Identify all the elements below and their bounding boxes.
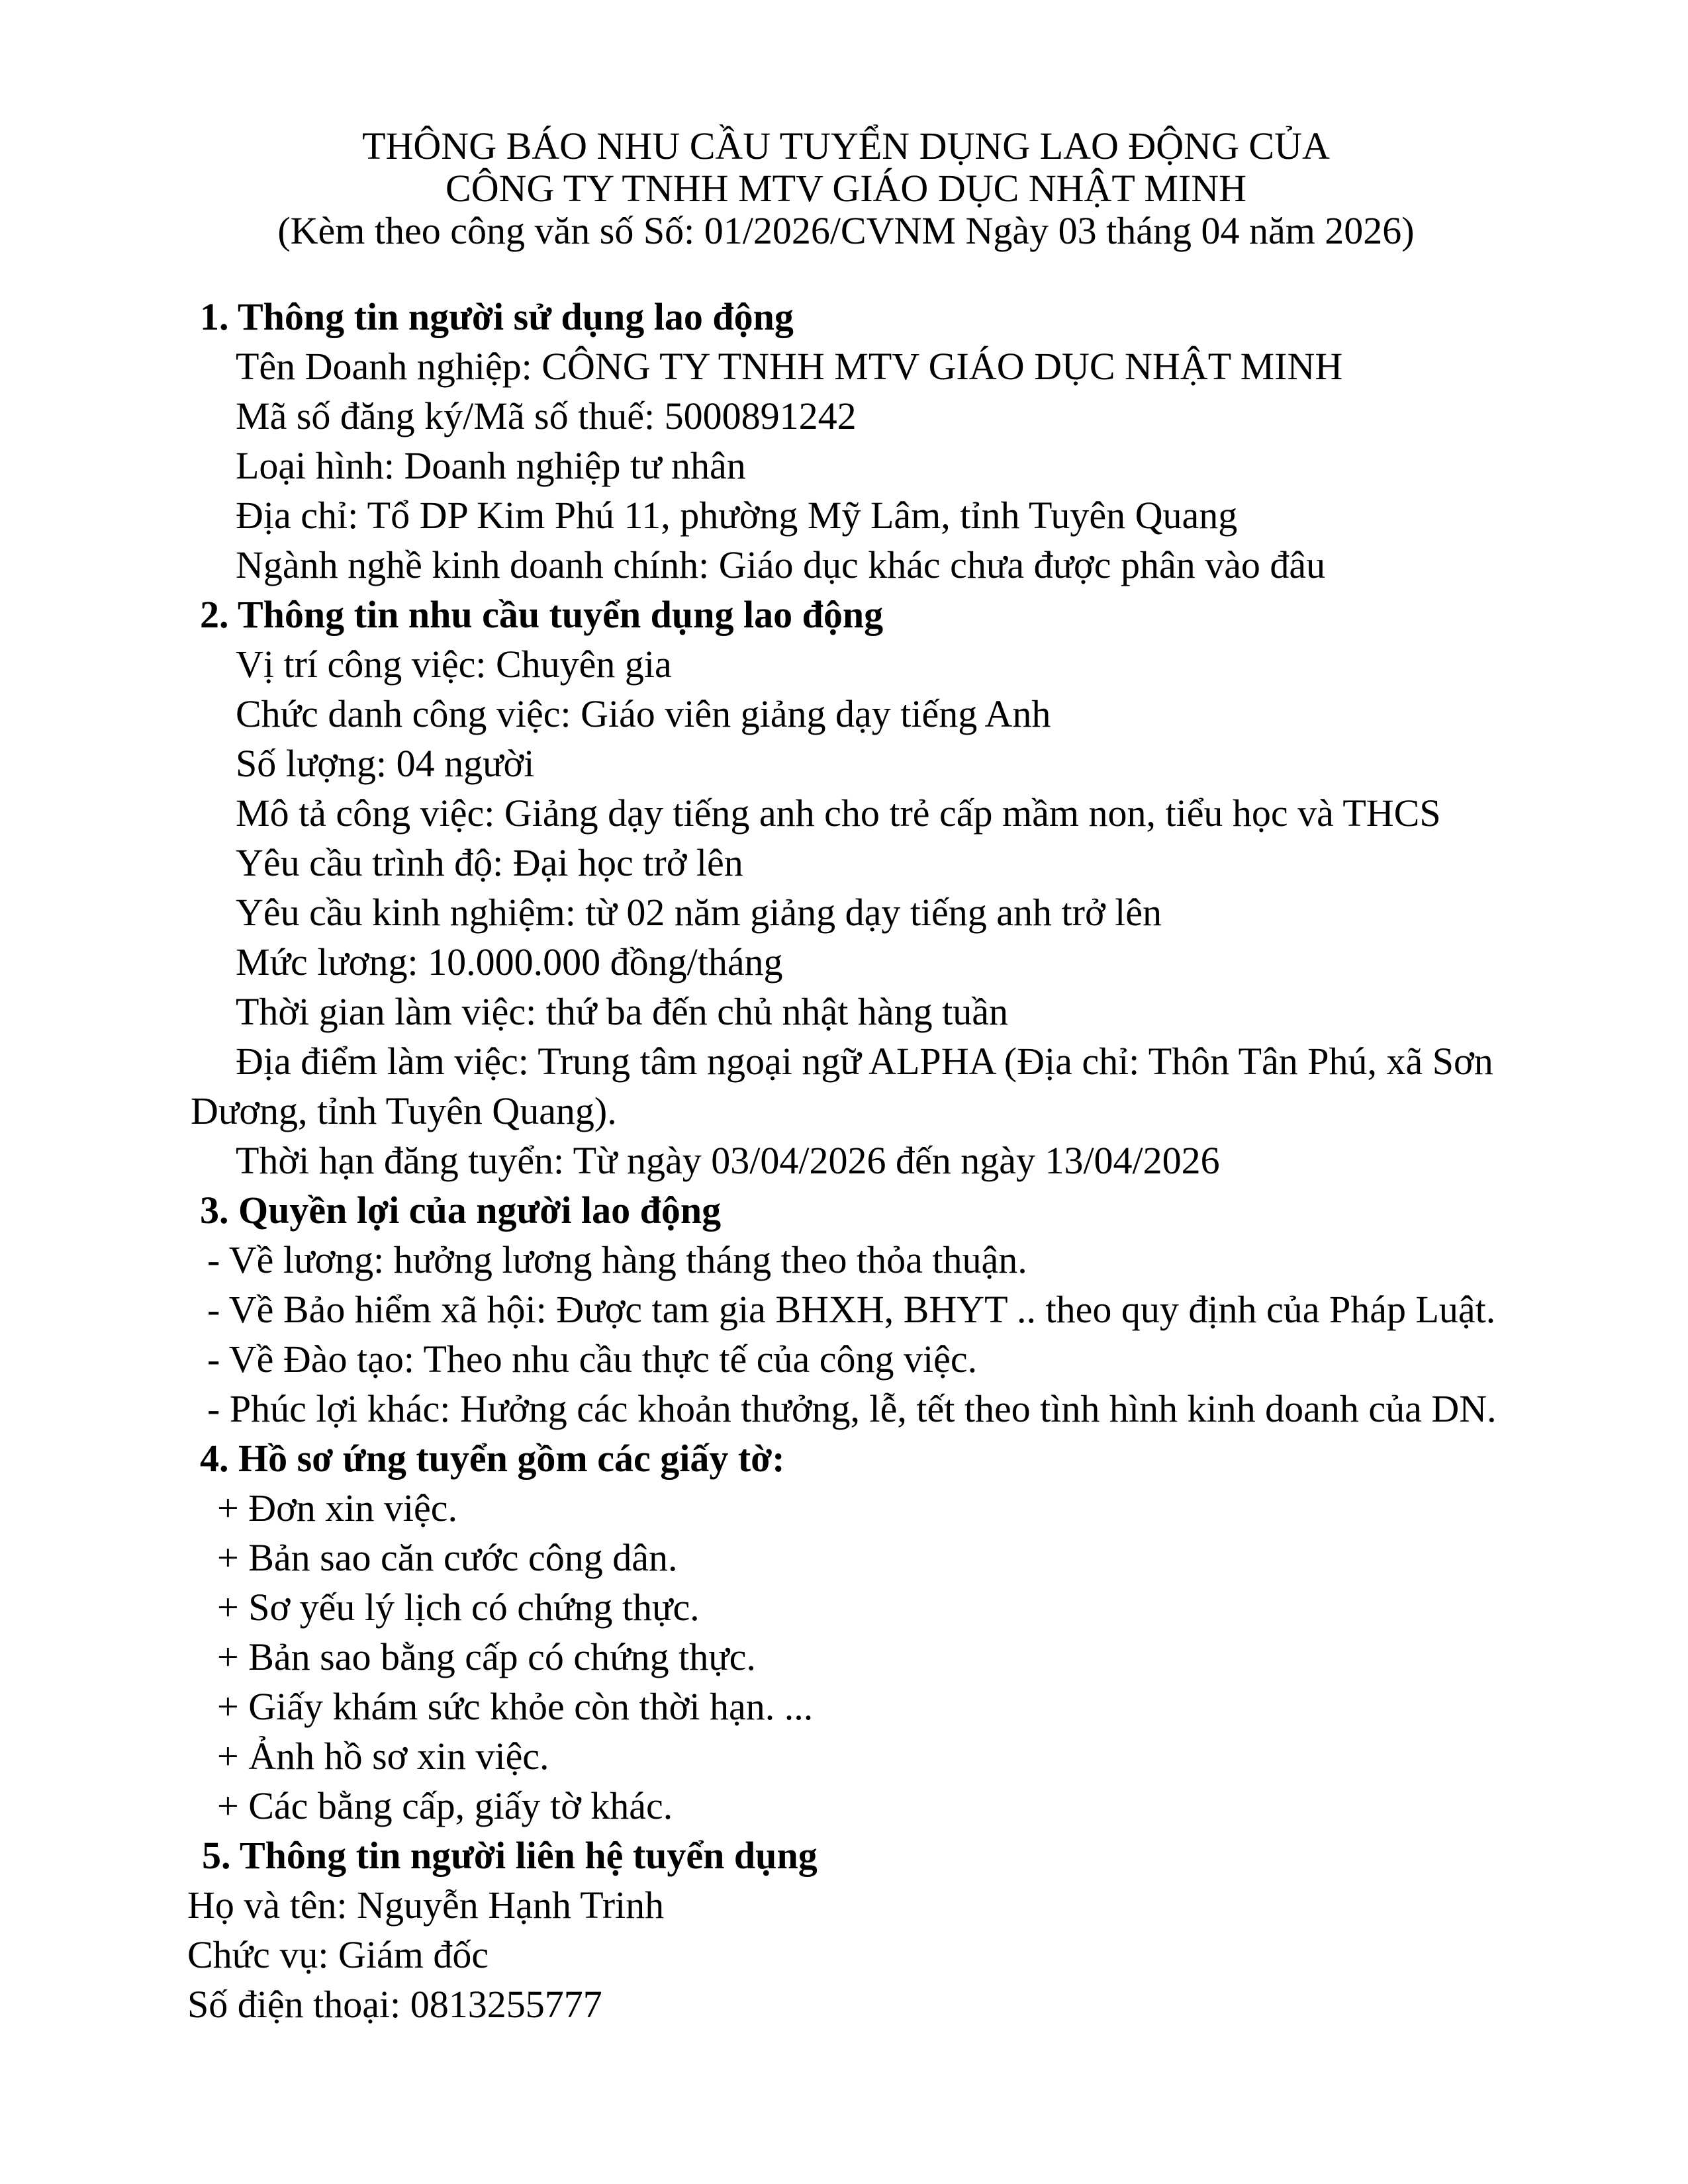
section5-heading: 5. Thông tin người liên hệ tuyển dụng (202, 1834, 818, 1877)
section2-line-position: Vị trí công việc: Chuyên gia (236, 643, 672, 686)
section4-item-degree-copy: + Bản sao bằng cấp có chứng thực. (217, 1635, 756, 1678)
section2-line-work-location: Địa điểm làm việc: Trung tâm ngoại ngữ ALPHA (Địa chỉ: Thôn Tân Phú, xã Sơn (236, 1040, 1493, 1083)
section1-line-tax-code: Mã số đăng ký/Mã số thuế: 5000891242 (236, 394, 857, 437)
section5-line-contact-name: Họ và tên: Nguyễn Hạnh Trinh (187, 1884, 665, 1927)
section3-item-other-benefit: - Phúc lợi khác: Hưởng các khoản thưởng, lễ, tết theo tình hình kinh doanh của DN. (207, 1387, 1497, 1430)
section4-heading: 4. Hồ sơ ứng tuyển gồm các giấy tờ: (200, 1437, 785, 1480)
section2-line-work-location-wrap: Dương, tỉnh Tuyên Quang). (191, 1089, 617, 1132)
section5-line-contact-title: Chức vụ: Giám đốc (187, 1933, 489, 1976)
section4-item-application-letter: + Đơn xin việc. (217, 1486, 457, 1529)
section1-line-address: Địa chỉ: Tổ DP Kim Phú 11, phường Mỹ Lâm, tỉnh Tuyên Quang (236, 494, 1238, 537)
section2-line-job-description: Mô tả công việc: Giảng dạy tiếng anh cho trẻ cấp mầm non, tiểu học và THCS (236, 792, 1441, 835)
document-header (187, 125, 1505, 252)
section3-heading: 3. Quyền lợi của người lao động (200, 1189, 722, 1232)
section2-line-job-title: Chức danh công việc: Giáo viên giảng dạy tiếng Anh (236, 692, 1051, 735)
section2-line-salary: Mức lương: 10.000.000 đồng/tháng (236, 940, 783, 983)
section4-item-photo: + Ảnh hồ sơ xin việc. (217, 1735, 549, 1778)
section4-item-id-copy: + Bản sao căn cước công dân. (217, 1536, 678, 1579)
document-title-line1: THÔNG BÁO NHU CẦU TUYỂN DỤNG LAO ĐỘNG CỦA (362, 124, 1330, 167)
section3-item-training-benefit: - Về Đào tạo: Theo nhu cầu thực tế của công việc. (207, 1338, 978, 1381)
section1-line-business-type: Loại hình: Doanh nghiệp tư nhân (236, 444, 746, 487)
section2-line-working-time: Thời gian làm việc: thứ ba đến chủ nhật hàng tuần (236, 990, 1008, 1033)
section2-heading: 2. Thông tin nhu cầu tuyển dụng lao động (200, 593, 884, 636)
section1-line-company-name: Tên Doanh nghiệp: CÔNG TY TNHH MTV GIÁO DỤC NHẬT MINH (236, 345, 1343, 388)
section2-line-posting-period: Thời hạn đăng tuyển: Từ ngày 03/04/2026 đến ngày 13/04/2026 (236, 1139, 1220, 1182)
section1-heading: 1. Thông tin người sử dụng lao động (200, 295, 794, 338)
section2-line-quantity: Số lượng: 04 người (236, 742, 535, 785)
section2-line-education-requirement: Yêu cầu trình độ: Đại học trở lên (236, 841, 743, 884)
section5-line-contact-phone: Số điện thoại: 0813255777 (187, 1983, 602, 2026)
section1-line-industry: Ngành nghề kinh doanh chính: Giáo dục khác chưa được phân vào đâu (236, 543, 1326, 586)
section4-item-resume: + Sơ yếu lý lịch có chứng thực. (217, 1586, 700, 1629)
document-title-line2: CÔNG TY TNHH MTV GIÁO DỤC NHẬT MINH (445, 167, 1246, 210)
section4-item-other-documents: + Các bằng cấp, giấy tờ khác. (217, 1784, 673, 1827)
document-subtitle: (Kèm theo công văn số Số: 01/2026/CVNM Ngày 03 tháng 04 năm 2026) (277, 209, 1415, 252)
section3-item-salary-benefit: - Về lương: hưởng lương hàng tháng theo thỏa thuận. (207, 1238, 1027, 1281)
section2-line-experience-requirement: Yêu cầu kinh nghiệm: từ 02 năm giảng dạy tiếng anh trở lên (236, 891, 1162, 934)
section4-item-health-certificate: + Giấy khám sức khỏe còn thời hạn. ... (217, 1685, 814, 1728)
document-body (187, 292, 1505, 2029)
section3-item-insurance-benefit: - Về Bảo hiểm xã hội: Được tam gia BHXH, BHYT .. theo quy định của Pháp Luật. (207, 1288, 1496, 1331)
